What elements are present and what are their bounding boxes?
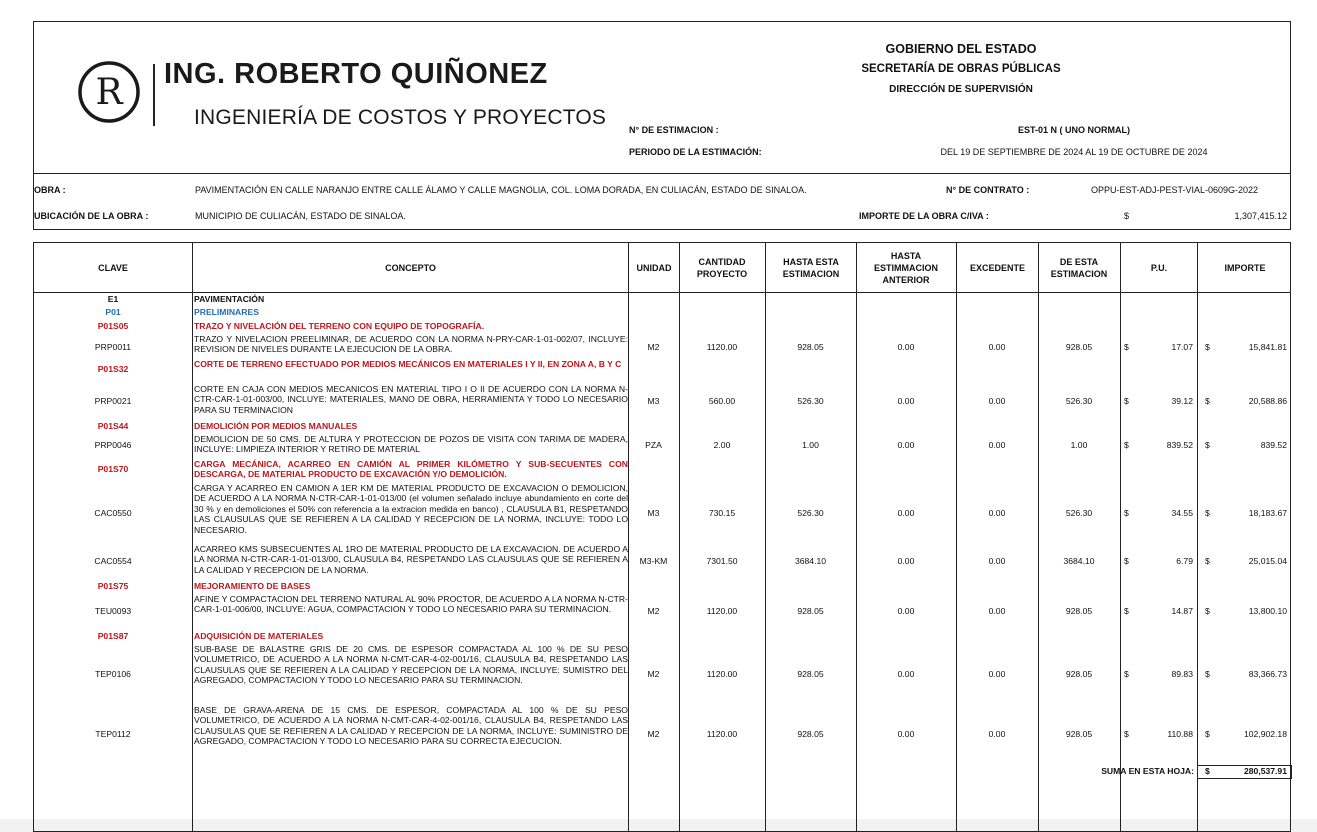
item-esta: 3684.10 xyxy=(1063,556,1095,566)
obra-label: OBRA : xyxy=(34,185,66,195)
item-pu: 6.79 xyxy=(1176,556,1193,566)
item-importe: 83,366.73 xyxy=(1248,669,1287,679)
section-concepto: ADQUISICIÓN DE MATERIALES xyxy=(194,631,324,641)
importe-currency: $ xyxy=(1205,396,1210,406)
item-esta: 1.00 xyxy=(1070,440,1088,450)
item-concepto: ACARREO KMS SUBSECUENTES AL 1RO DE MATERIAL PRODUCTO DE LA EXCAVACION. DE ACUERDO A LA NORMA N-CTR-CAR-1-01-013/00, CLAUSULA B4, RESPETANDO LAS CLAUSULAS QUE SE REFIEREN A LA CALIDAD Y RECEPCION DE LA NORMA. xyxy=(194,544,628,575)
item-pu: 110.88 xyxy=(1167,729,1193,739)
item-unidad: M2 xyxy=(647,342,660,352)
gov-line-2: SECRETARÍA DE OBRAS PÚBLICAS xyxy=(861,63,1061,75)
section-clave: P01S70 xyxy=(97,464,129,474)
item-hasta: 526.30 xyxy=(797,508,824,518)
pu-currency: $ xyxy=(1124,556,1129,566)
item-unidad: M3-KM xyxy=(639,556,668,566)
item-importe: 20,588.86 xyxy=(1248,396,1287,406)
item-concepto: DEMOLICION DE 50 CMS. DE ALTURA Y PROTECCION DE POZOS DE VISITA CON TARIMA DE MADERA, INCLUYE: LIMPIEZA INTERIOR Y RETIRO DE MATERIAL xyxy=(194,434,628,455)
col-cantidad: CANTIDAD PROYECTO xyxy=(696,256,748,279)
suma-currency: $ xyxy=(1205,766,1210,776)
item-excedente: 0.00 xyxy=(988,729,1006,739)
section-clave: P01 xyxy=(105,307,121,317)
item-anterior: 0.00 xyxy=(897,342,915,352)
item-excedente: 0.00 xyxy=(988,556,1006,566)
item-anterior: 0.00 xyxy=(897,606,915,616)
item-cantidad: 1120.00 xyxy=(706,729,738,739)
item-unidad: M2 xyxy=(647,606,660,616)
item-cantidad: 2.00 xyxy=(713,440,731,450)
item-anterior: 0.00 xyxy=(897,669,915,679)
section-clave: P01S87 xyxy=(97,631,129,641)
section-concepto: PAVIMENTACIÓN xyxy=(194,294,265,304)
item-esta: 928.05 xyxy=(1065,729,1093,739)
item-hasta: 928.05 xyxy=(797,729,824,739)
item-anterior: 0.00 xyxy=(897,396,915,406)
importe-obra-currency: $ xyxy=(1124,211,1130,221)
item-unidad: M2 xyxy=(647,669,660,679)
section-concepto: TRAZO Y NIVELACIÓN DEL TERRENO CON EQUIPO DE TOPOGRAFÍA. xyxy=(194,321,485,331)
importe-currency: $ xyxy=(1205,729,1210,739)
item-excedente: 0.00 xyxy=(988,396,1006,406)
section-clave: P01S32 xyxy=(97,364,129,374)
obra-value: PAVIMENTACIÓN EN CALLE NARANJO ENTRE CALLE ÁLAMO Y CALLE MAGNOLIA, COL. LOMA DORADA, EN CULIACÁN, ESTADO DE SINALOA. xyxy=(195,185,807,195)
section-concepto: DEMOLICIÓN POR MEDIOS MANUALES xyxy=(194,421,358,431)
item-concepto: SUB-BASE DE BALASTRE GRIS DE 20 CMS. DE ESPESOR COMPACTADA AL 100 % DE SU PESO VOLUMETRICO, DE ACUERDO A LA NORMA N-CMT-CAR-4-02-001/16, CLAUSULA B4, RESPETANDO LAS CLAUSULAS QUE SE REFIEREN A LA CALIDAD Y RECEPCION DE LA NORMA, INCLUYE: SUMISTRO DEL AGREGADO, COMPACTACION Y TODO LO NECESARIO PARA SU TERMINACION. xyxy=(194,644,628,686)
item-anterior: 0.00 xyxy=(897,440,915,450)
item-clave: CAC0550 xyxy=(94,508,132,518)
importe-currency: $ xyxy=(1205,508,1210,518)
item-unidad: PZA xyxy=(645,440,662,450)
item-esta: 928.05 xyxy=(1065,669,1093,679)
ubicacion-label: UBICACIÓN DE LA OBRA : xyxy=(34,211,149,221)
item-hasta: 526.30 xyxy=(797,396,824,406)
col-importe: IMPORTE xyxy=(1224,262,1266,273)
gov-line-1: GOBIERNO DEL ESTADO xyxy=(885,42,1037,56)
item-concepto: CORTE EN CAJA CON MEDIOS MECANICOS EN MATERIAL TIPO I O II DE ACUERDO CON LA NORMA N-CTR-CAR-1-01-003/00, INCLUYE: MATERIALES, MANO DE OBRA, HERRAMIENTA Y TODO LO NECESARIO PARA SU TERMINACION xyxy=(194,384,628,415)
item-excedente: 0.00 xyxy=(988,508,1006,518)
col-clave: CLAVE xyxy=(98,262,128,273)
pu-currency: $ xyxy=(1124,342,1129,352)
header-box xyxy=(33,21,1291,174)
item-clave: PRP0021 xyxy=(94,396,132,406)
col-esta: DE ESTA ESTIMACION xyxy=(1050,256,1108,279)
item-excedente: 0.00 xyxy=(988,606,1006,616)
col-hasta: HASTA ESTA ESTIMACION xyxy=(782,256,840,279)
item-unidad: M3 xyxy=(647,508,660,518)
item-anterior: 0.00 xyxy=(897,508,915,518)
section-concepto: CARGA MECÁNICA, ACARREO EN CAMIÓN AL PRIMER KILÓMETRO Y SUB-SECUENTES CON DESCARGA, DE MATERIAL PRODUCTO DE EXCAVACIÓN Y/O DEMOLICIÓN. xyxy=(194,459,628,480)
col-anterior: HASTA ESTIMMACION ANTERIOR xyxy=(874,250,938,285)
section-concepto: PRELIMINARES xyxy=(194,307,259,317)
section-clave: P01S05 xyxy=(97,321,129,331)
item-clave: TEP0106 xyxy=(95,669,131,679)
item-concepto: BASE DE GRAVA-ARENA DE 15 CMS. DE ESPESOR, COMPACTADA AL 100 % DE SU PESO VOLUMETRICO, DE ACUERDO A LA NORMA N-CMT-CAR-4-02-001/16, CLAUSULA B4, RESPETANDO LAS CLAUSULAS QUE SE REFIEREN A LA CALIDAD Y RECEPCION DE LA NORMA, INCLUYE: SUMINISTRO DE AGREGADO, COMPACTACION Y TODO LO NECESARIO PARA SU CORRECTA EJECUCION. xyxy=(194,705,628,747)
item-cantidad: 560.00 xyxy=(708,396,736,406)
item-pu: 34.55 xyxy=(1171,508,1193,518)
item-pu: 17.07 xyxy=(1171,342,1193,352)
item-cantidad: 730.15 xyxy=(708,508,736,518)
section-clave: P01S75 xyxy=(97,581,129,591)
pu-currency: $ xyxy=(1124,729,1129,739)
section-concepto: MEJORAMIENTO DE BASES xyxy=(194,581,311,591)
item-hasta: 3684.10 xyxy=(794,556,827,566)
logo-divider xyxy=(153,64,155,126)
item-excedente: 0.00 xyxy=(988,342,1006,352)
item-hasta: 928.05 xyxy=(797,606,824,616)
col-concepto: CONCEPTO xyxy=(385,262,436,273)
item-concepto: CARGA Y ACARREO EN CAMION A 1ER KM DE MATERIAL PRODUCTO DE EXCAVACION O DEMOLICION, DE ACUERDO A LA NORMA N-CTR-CAR-1-01-013/00 (el volumen señalado incluye abundamiento en corte del 30 % y en demoliciones el 50% con referencia a la extracion medida en banco) , CLAUSULA B1, RESPETANDO LAS CLAUSULAS QUE SE REFIEREN A LA CALIDAD Y RECEPCION DE LA NORMA, INCLUYE: TODO LO NECESARIO. xyxy=(194,483,628,535)
item-importe: 102,902.18 xyxy=(1243,729,1287,739)
item-esta: 526.30 xyxy=(1065,396,1093,406)
obra-info xyxy=(33,174,1291,230)
item-excedente: 0.00 xyxy=(988,669,1006,679)
section-concepto: CORTE DE TERRENO EFECTUADO POR MEDIOS MECÁNICOS EN MATERIALES I Y II, EN ZONA A, B Y C xyxy=(194,359,622,369)
item-anterior: 0.00 xyxy=(897,729,915,739)
importe-currency: $ xyxy=(1205,606,1210,616)
item-clave: CAC0554 xyxy=(94,556,132,566)
svg-text:R: R xyxy=(95,72,123,113)
periodo-label: PERIODO DE LA ESTIMACIÓN: xyxy=(629,147,762,157)
item-cantidad: 1120.00 xyxy=(706,606,738,616)
logo-subtitle: INGENIERÍA DE COSTOS Y PROYECTOS xyxy=(194,106,607,129)
importe-obra-label: IMPORTE DE LA OBRA C/IVA : xyxy=(859,211,989,221)
item-hasta: 928.05 xyxy=(797,669,824,679)
importe-currency: $ xyxy=(1205,440,1210,450)
item-hasta: 928.05 xyxy=(797,342,824,352)
item-cantidad: 1120.00 xyxy=(706,669,738,679)
importe-currency: $ xyxy=(1205,669,1210,679)
item-unidad: M2 xyxy=(647,729,660,739)
item-anterior: 0.00 xyxy=(897,556,915,566)
item-hasta: 1.00 xyxy=(802,440,819,450)
item-importe: 25,015.04 xyxy=(1248,556,1287,566)
item-clave: PRP0046 xyxy=(94,440,132,450)
item-pu: 39.12 xyxy=(1171,396,1193,406)
item-pu: 839.52 xyxy=(1166,440,1193,450)
item-cantidad: 7301.50 xyxy=(706,556,738,566)
item-concepto: TRAZO Y NIVELACION PREELIMINAR, DE ACUERDO CON LA NORMA N-PRY-CAR-1-01-002/07, INCLUYE: REVISION DE NIVELES DURANTE LA EJECUCION DE LA OBRA. xyxy=(194,334,628,355)
ubicacion-value: MUNICIPIO DE CULIACÁN, ESTADO DE SINALOA. xyxy=(195,211,406,221)
item-cantidad: 1120.00 xyxy=(706,342,738,352)
item-importe: 15,841.81 xyxy=(1248,342,1287,352)
item-importe: 839.52 xyxy=(1260,440,1287,450)
gov-line-3: DIRECCIÓN DE SUPERVISIÓN xyxy=(889,84,1033,95)
item-concepto: AFINE Y COMPACTACION DEL TERRENO NATURAL AL 90% PROCTOR, DE ACUERDO A LA NORMA N-CTR-CAR-1-01-006/00, INCLUYE: AGUA, COMPACTACION Y TODO LO NECESARIO PARA SU TERMINACION. xyxy=(194,594,628,615)
contrato-label: N° DE CONTRATO : xyxy=(946,185,1030,195)
importe-obra-value: 1,307,415.12 xyxy=(1234,211,1287,221)
item-clave: TEU0093 xyxy=(94,606,132,616)
estimacion-value: EST-01 N ( UNO NORMAL) xyxy=(1017,125,1130,135)
pu-currency: $ xyxy=(1124,508,1129,518)
registered-logo-icon xyxy=(77,60,141,124)
item-pu: 89.83 xyxy=(1171,669,1193,679)
item-unidad: M3 xyxy=(647,396,660,406)
pu-currency: $ xyxy=(1124,606,1129,616)
suma-value: 280,537.91 xyxy=(1243,766,1287,776)
item-esta: 928.05 xyxy=(1065,606,1093,616)
suma-label: SUMA EN ESTA HOJA: xyxy=(1101,766,1194,776)
item-esta: 928.05 xyxy=(1065,342,1093,352)
section-clave: E1 xyxy=(107,294,119,304)
periodo-value: DEL 19 DE SEPTIEMBRE DE 2024 AL 19 DE OCTUBRE DE 2024 xyxy=(940,147,1208,157)
item-esta: 526.30 xyxy=(1065,508,1093,518)
contrato-value: OPPU-EST-ADJ-PEST-VIAL-0609G-2022 xyxy=(1091,185,1259,195)
col-unidad: UNIDAD xyxy=(636,262,672,273)
item-clave: PRP0011 xyxy=(94,342,132,352)
item-importe: 13,800.10 xyxy=(1248,606,1287,616)
importe-currency: $ xyxy=(1205,556,1210,566)
estimacion-label: N° DE ESTIMACION : xyxy=(629,125,719,135)
importe-currency: $ xyxy=(1205,342,1210,352)
item-pu: 14.87 xyxy=(1171,606,1193,616)
col-excedente: EXCEDENTE xyxy=(969,262,1025,273)
section-clave: P01S44 xyxy=(97,421,129,431)
pu-currency: $ xyxy=(1124,396,1129,406)
pu-currency: $ xyxy=(1124,440,1129,450)
estimation-table xyxy=(33,242,1291,832)
item-importe: 18,183.67 xyxy=(1248,508,1287,518)
pu-currency: $ xyxy=(1124,669,1129,679)
item-excedente: 0.00 xyxy=(988,440,1006,450)
col-pu: P.U. xyxy=(1150,262,1168,273)
logo-name: ING. ROBERTO QUIÑONEZ xyxy=(164,58,548,90)
item-clave: TEP0112 xyxy=(95,729,131,739)
